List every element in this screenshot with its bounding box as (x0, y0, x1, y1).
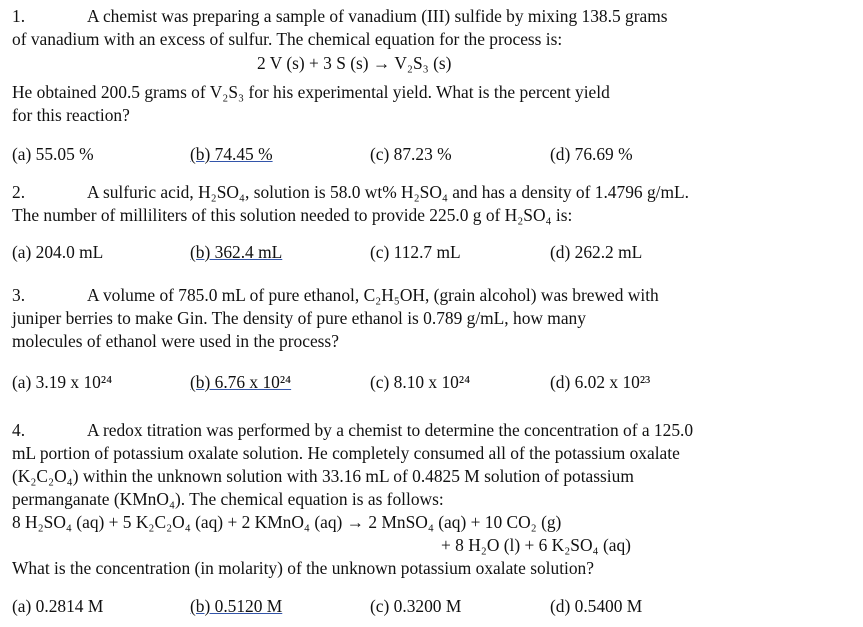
q4-option-c: (c) 0.3200 M (370, 596, 462, 616)
q3-line3: molecules of ethanol were used in the process? (12, 331, 339, 351)
q4-line5: What is the concentration (in molarity) of the unknown potassium oxalate solution? (12, 558, 594, 578)
q2-option-a: (a) 204.0 mL (12, 242, 104, 262)
q3-option-d: (d) 6.02 x 10²³ (550, 372, 651, 392)
q1-line3: He obtained 200.5 grams of V₂S₃ for his experimental yield. What is the percent yield (12, 82, 610, 102)
q2-line1: A sulfuric acid, H₂SO₄, solution is 58.0 wt% H₂SO₄ and has a density of 1.4796 g/mL. (87, 182, 689, 202)
q4-option-b: (b) 0.5120 M (190, 596, 283, 616)
q2-option-b: (b) 362.4 mL (190, 242, 283, 262)
q3-option-c: (c) 8.10 x 10²⁴ (370, 372, 471, 392)
q4-number: 4. (12, 420, 26, 440)
q4-option-a: (a) 0.2814 M (12, 596, 104, 616)
q2-option-c: (c) 112.7 mL (370, 242, 461, 262)
q1-option-d: (d) 76.69 % (550, 144, 633, 164)
q1-option-b: (b) 74.45 % (190, 144, 273, 164)
q3-line2: juniper berries to make Gin. The density of pure ethanol is 0.789 g/mL, how many (12, 308, 586, 328)
q4-line1: A redox titration was performed by a chemist to determine the concentration of a 125.0 (87, 420, 694, 440)
q2-option-d: (d) 262.2 mL (550, 242, 643, 262)
q1-line4: for this reaction? (12, 105, 130, 125)
q1-option-c: (c) 87.23 % (370, 144, 452, 164)
q4-line2: mL portion of potassium oxalate solution. He completely consumed all of the potassium oxalate (12, 443, 680, 463)
q3-option-a: (a) 3.19 x 10²⁴ (12, 372, 113, 392)
q3-number: 3. (12, 285, 26, 305)
q3-line1: A volume of 785.0 mL of pure ethanol, C₂H₅OH, (grain alcohol) was brewed with (87, 285, 659, 305)
q1-line1: A chemist was preparing a sample of vanadium (III) sulfide by mixing 138.5 grams (87, 6, 668, 26)
q1-line2: of vanadium with an excess of sulfur. The chemical equation for the process is: (12, 29, 563, 49)
q2-number: 2. (12, 182, 26, 202)
q4-equation1: 8 H₂SO₄ (aq) + 5 K₂C₂O₄ (aq) + 2 KMnO₄ (aq) → 2 MnSO₄ (aq) + 10 CO₂ (g) (12, 512, 562, 532)
q2-line2: The number of milliliters of this solution needed to provide 225.0 g of H₂SO₄ is: (12, 205, 573, 225)
q4-line3: (K₂C₂O₄) within the unknown solution with 33.16 mL of 0.4825 M solution of potassium (12, 466, 634, 486)
q1-number: 1. (12, 6, 26, 26)
q1-option-a: (a) 55.05 % (12, 144, 94, 164)
q4-equation2: + 8 H₂O (l) + 6 K₂SO₄ (aq) (441, 535, 631, 555)
q4-option-d: (d) 0.5400 M (550, 596, 643, 616)
q3-option-b: (b) 6.76 x 10²⁴ (190, 372, 292, 392)
q1-equation: 2 V (s) + 3 S (s) → V₂S₃ (s) (257, 53, 452, 73)
q4-line4: permanganate (KMnO₄). The chemical equation is as follows: (12, 489, 444, 509)
